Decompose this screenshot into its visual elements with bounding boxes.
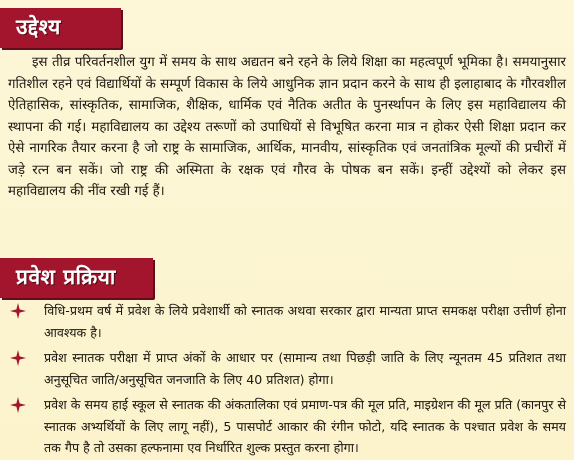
four-point-star-icon [10, 397, 26, 413]
admission-item-text: प्रवेश स्नातक परीक्षा में प्राप्त अंकों के आधार पर (सामान्य तथा पिछड़ी जाति के लिए न्यूनतम 45 प्रतिशत तथा अनुसूचित जाति/अनुसूचित जनजाति के लिए 40 प्रतिशत) होगा। [44, 350, 566, 387]
objective-heading-band [0, 8, 121, 48]
admission-item-text: विधि-प्रथम वर्ष में प्रवेश के लिये प्रवेशार्थी को स्नातक अथवा सरकार द्वारा मान्यता प्राप्त समकक्ष परीक्षा उत्तीर्ण होना आवश्यक है। [44, 303, 566, 340]
admission-item-text: प्रवेश के समय हाई स्कूल से स्नातक की अंकतालिका एवं प्रमाण-पत्र की मूल प्रति, माइग्रेशन की मूल प्रति (कानपुर से स्नातक अभ्यर्थियों के लिए लागू नहीं), 5 पासपोर्ट आकार की रंगीन फोटो, यदि स्नातक के पश्चात प्रवेश के समय तक गैप है तो उसका हल्फनामा एव निर्धारित शुल्क प्रस्तुत करना होगा। [44, 397, 566, 455]
four-point-star-icon [10, 303, 26, 319]
admission-list [0, 300, 574, 460]
objective-paragraph: इस तीव्र परिवर्तनशील युग में समय के साथ अद्यतन बने रहने के लिये शिक्षा का महत्वपूर्ण भूमिका है। समयानुसार गतिशील रहने एवं विद्यार्थियों के सम्पूर्ण विकास के लिये आधुनिक ज्ञान प्रदान करने के साथ ही इलाहाबाद के गौरवशील ऐतिहासिक, सांस्कृतिक, सामाजिक, शैक्षिक, धार्मिक एवं नैतिक अतीत के पुनर्स्थापन के लिए इस महाविद्यालय की स्थापना की गई। महाविद्यालय का उद्देश्य तरूणों को उपाधियों से विभूषित करना मात्र न होकर ऐसी शिक्षा प्रदान कर ऐसे नागरिक तैयार करना है जो राष्ट्र के सामाजिक, आर्थिक, मानवीय, सांस्कृतिक एवं जनतांत्रिक मूल्यों की प्रचीरों में जड़े रत्न बन सकें। जो राष्ट्र की अस्मिता के रक्षक एवं गौरव के पोषक बन सकें। इन्हीं उद्देश्यों को लेकर इस महाविद्यालय की नींव रखी गई हैं। [8, 55, 566, 199]
four-point-star-icon [10, 350, 26, 366]
objective-heading: उद्देश्य [16, 15, 61, 39]
admission-heading-band [0, 258, 153, 298]
admission-list-item [0, 394, 574, 459]
admission-list-item [0, 300, 574, 343]
admission-list-item [0, 347, 574, 390]
admission-heading: प्रवेश प्रक्रिया [16, 265, 116, 289]
